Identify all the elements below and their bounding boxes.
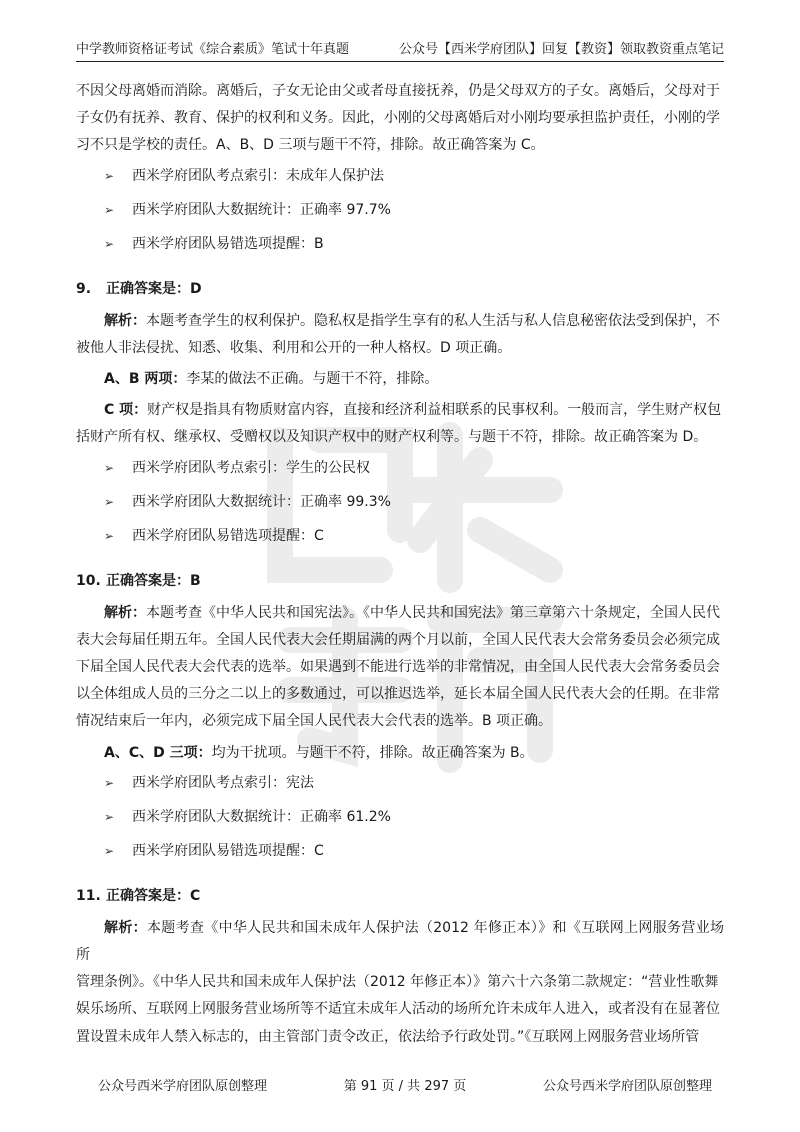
bullet-text: 西米学府团队易错选项提醒：C <box>132 843 324 860</box>
bullet-item <box>76 520 724 554</box>
bullet-text: 西米学府团队考点索引：学生的公民权 <box>132 460 370 477</box>
text-line: 不因父母离婚而消除。离婚后，子女无论由父或者母直接抚养，仍是父母双方的子女。离婚后，父母对于 <box>76 83 720 99</box>
option-text: 财产权是指具有物质财富内容，直接和经济利益相联系的民事权利。一般而言，学生财产权包 <box>147 402 722 419</box>
arrowhead-bullet-icon: ➢ <box>104 169 115 183</box>
footer-left: 公众号西米学府团队原创整理 <box>98 1078 268 1094</box>
option-analysis-line <box>76 366 724 393</box>
analysis-line <box>76 308 724 335</box>
question-number: 11. <box>76 888 101 905</box>
analysis-line: 表大会每届任期五年。全国人民代表大会任期届满的两个月以前，全国人民代表大会常务委员会必须完成 <box>76 631 720 648</box>
text-line: 习不只是学校的责任。A、B、D 三项与题干不符，排除。故正确答案为 C。 <box>76 137 545 154</box>
bullet-text: 西米学府团队考点索引：未成年人保护法 <box>132 168 384 184</box>
bullet-text: 西米学府团队易错选项提醒：B <box>132 236 324 252</box>
bullet-item <box>76 835 724 869</box>
analysis-text: 本题考查《中华人民共和国未成年人保护法（2012 年修正本）》和《互联网上网服务营业场所 <box>76 919 725 964</box>
question-number: 10. <box>76 573 101 590</box>
analysis-label: 解析： <box>104 919 147 936</box>
bullet-item <box>76 801 724 835</box>
page-number: 第 91 页 / 共 297 页 <box>343 1078 467 1094</box>
bullet-item <box>76 486 724 520</box>
footer-right: 公众号西米学府团队原创整理 <box>542 1078 712 1094</box>
option-analysis-continued: 括财产所有权、继承权、受赠权以及知识产权中的财产权利等。与题干不符，排除。故正确答案为 D。 <box>76 429 708 446</box>
arrowhead-bullet-icon: ➢ <box>104 495 115 510</box>
bullet-text: 西米学府团队大数据统计：正确率 97.7% <box>132 202 391 218</box>
bullet-item <box>76 767 724 801</box>
analysis-line: 下届全国人民代表大会代表的选举。如果遇到不能进行选举的非常情况，由全国人民代表大会常务委员会 <box>76 659 720 676</box>
analysis-line: 管理条例》。《中华人民共和国未成年人保护法（2012 年修正本）》第六十六条第二款规定：“营业性歌舞 <box>76 974 719 991</box>
arrowhead-bullet-icon: ➢ <box>104 844 115 859</box>
document-body <box>76 78 724 1051</box>
option-analysis-line <box>76 740 724 767</box>
bullet-item <box>76 452 724 486</box>
option-label: A、C、D 三项： <box>104 744 212 761</box>
bullet-text: 西米学府团队大数据统计：正确率 61.2% <box>132 809 391 826</box>
question-answer-heading <box>76 272 724 308</box>
bullet-text: 西米学府团队大数据统计：正确率 99.3% <box>132 494 391 511</box>
analysis-text: 本题考查《中华人民共和国宪法》。《中华人民共和国宪法》第三章第六十条规定，全国人民代 <box>146 604 720 621</box>
arrowhead-bullet-icon: ➢ <box>104 237 115 251</box>
arrowhead-bullet-icon: ➢ <box>104 810 115 825</box>
analysis-line: 娱乐场所、互联网上网服务营业场所等不适宜未成年人活动的场所允许未成年人进入，或者没有在显著位 <box>76 1001 720 1018</box>
intro-section <box>76 78 724 262</box>
bullet-item <box>76 194 724 228</box>
bullet-item <box>76 160 724 194</box>
analysis-line: 置设置未成年人禁入标志的，由主管部门责令改正，依法给予行政处罚。”《互联网上网服务营业场所管 <box>76 1028 700 1045</box>
option-label: C 项： <box>104 402 148 419</box>
header-right-note: 公众号【西米学府团队】回复【教资】领取教资重点笔记 <box>398 42 724 57</box>
arrowhead-bullet-icon: ➢ <box>104 461 115 476</box>
analysis-line: 被他人非法侵扰、知悉、收集、利用和公开的一种人格权。D 项正确。 <box>76 339 512 356</box>
analysis-label: 解析： <box>104 312 146 329</box>
arrowhead-bullet-icon: ➢ <box>104 776 115 791</box>
questions-section <box>76 272 724 1051</box>
analysis-label: 解析： <box>104 604 146 621</box>
analysis-line: 情况结束后一年内，必须完成下届全国人民代表大会代表的选举。B 项正确。 <box>76 713 553 730</box>
arrowhead-bullet-icon: ➢ <box>104 203 115 217</box>
analysis-text: 本题考查学生的权利保护。隐私权是指学生享有的私人生活与私人信息秘密依法受到保护，不 <box>146 312 720 329</box>
question-number: 9. <box>76 281 92 297</box>
bullet-item <box>76 228 724 262</box>
bullet-text: 西米学府团队易错选项提醒：C <box>132 528 324 545</box>
header-left-title: 中学教师资格证考试《综合素质》笔试十年真题 <box>76 42 350 57</box>
option-label: A、B 两项： <box>104 371 187 388</box>
option-analysis-line <box>76 397 724 424</box>
analysis-line: 以全体组成人员的三分之二以上的多数通过，可以推迟选举，延长本届全国人民代表大会的任期。在非常 <box>76 686 720 703</box>
analysis-line <box>76 600 724 627</box>
text-line: 子女仍有抚养、教育、保护的权利和义务。因此，小刚的父母离婚后对小刚均要承担监护责任，小刚的学 <box>76 110 720 127</box>
page-header <box>76 38 724 62</box>
answer-text: 正确答案是：B <box>106 573 201 590</box>
bullet-text: 西米学府团队考点索引：宪法 <box>132 775 314 792</box>
option-text: 均为干扰项。与题干不符，排除。故正确答案为 B。 <box>211 744 534 761</box>
answer-text: 正确答案是：C <box>106 888 201 905</box>
question-answer-heading <box>76 564 724 600</box>
arrowhead-bullet-icon: ➢ <box>104 529 115 544</box>
analysis-line <box>76 915 724 969</box>
question-answer-heading <box>76 879 724 915</box>
answer-text: 正确答案是：D <box>106 281 202 297</box>
page-footer <box>76 1072 724 1096</box>
option-text: 李某的做法不正确。与题干不符，排除。 <box>186 371 439 388</box>
